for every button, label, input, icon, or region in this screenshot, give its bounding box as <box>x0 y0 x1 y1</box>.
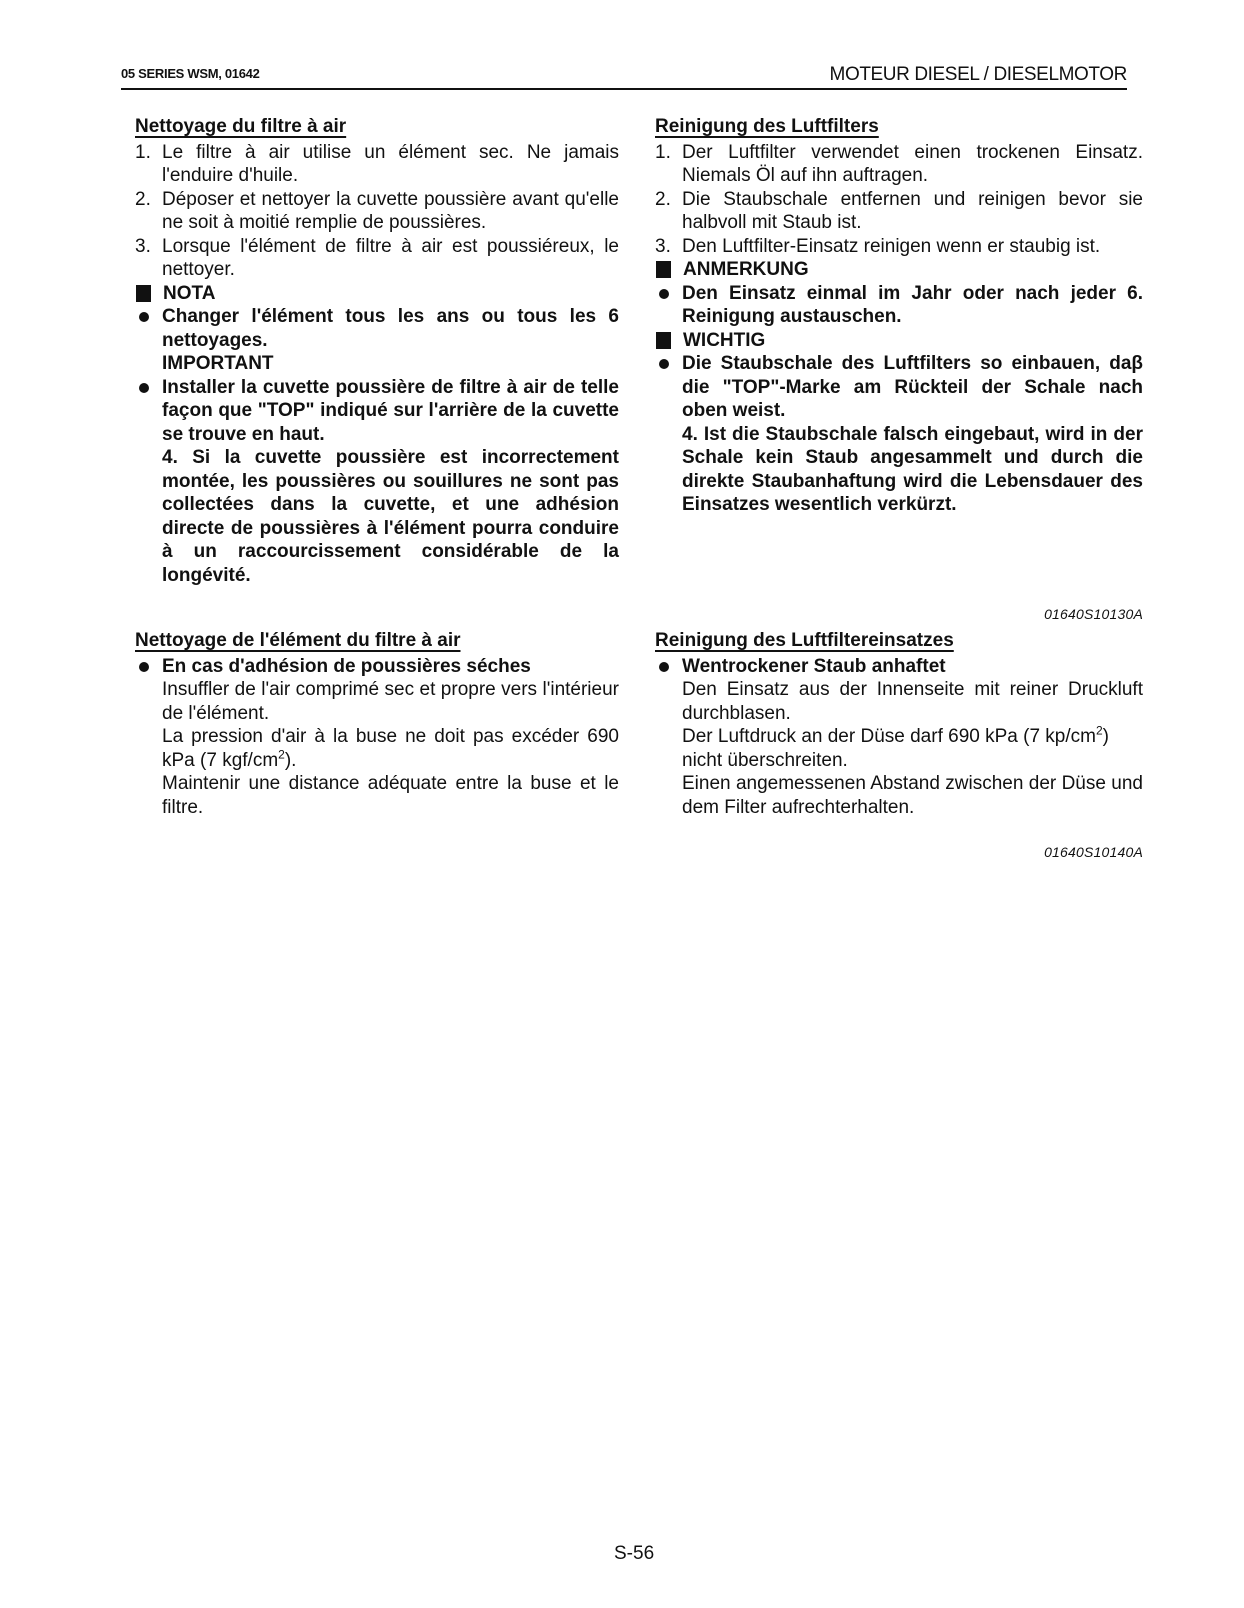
list-item: 3. Lorsque l'élément de filtre à air est poussiéreux, le nettoyer. <box>135 235 619 280</box>
de-section-title: Reinigung des Luftfiltereinsatzes <box>655 630 954 651</box>
de-important-bullet: Die Staubschale des Luftfilters so einbauen, daβ die "TOP"-Marke am Rückteil der Schale nach oben weist. <box>655 352 1143 423</box>
bullet-icon <box>659 662 669 672</box>
de-condition-bullet: Wentrockener Staub anhaftet <box>655 655 1143 679</box>
square-marker-icon <box>136 285 151 302</box>
de-important-heading: WICHTIG <box>655 329 1143 353</box>
de-note-heading: ANMERKUNG <box>655 258 1143 282</box>
bullet-icon <box>659 289 669 299</box>
list-item: 2. Die Staubschale entfernen und reinigen bevor sie halbvoll mit Staub ist. <box>655 188 1143 233</box>
list-item: 1. Der Luftfilter verwendet einen trockenen Einsatz. Niemals Öl auf ihn auftragen. <box>655 141 1143 186</box>
fr-note-bullet: Changer l'élément tous les ans ou tous les 6 nettoyages. <box>135 305 619 352</box>
fr-condition-bullet: En cas d'adhésion de poussières séches <box>135 655 619 679</box>
bullet-icon <box>139 383 149 393</box>
de-paragraph: Den Einsatz aus der Innenseite mit reiner Druckluft durchblasen. <box>682 679 1143 724</box>
de-paragraph-pressure: Der Luftdruck an der Düse darf 690 kPa (7 $kp/cm^2$) nicht überschreiten. <box>682 723 1109 771</box>
fr-paragraph: Maintenir une distance adéquate entre la buse et le filtre. <box>162 773 619 818</box>
de-important-detail: 4. Ist die Staubschale falsch eingebaut, wird in der Schale kein Staub angesammelt und durch die direkte Staubanhaftung wird die Lebensdauer des Einsatzes wesentlich verkürzt. <box>682 423 1143 515</box>
de-note-bullet: Den Einsatz einmal im Jahr oder nach jeder 6. Reinigung austauschen. <box>655 282 1143 329</box>
header-series-code: 05 SERIES WSM, 01642 <box>121 66 260 81</box>
list-item: 1. Le filtre à air utilise un élément sec. Ne jamais l'enduire d'huile. <box>135 141 619 186</box>
de-section-element-cleaning <box>655 629 1143 860</box>
fr-note-heading: NOTA <box>135 282 619 306</box>
de-section-air-filter <box>655 115 1143 622</box>
fr-paragraph-pressure: La pression d'air à la buse ne doit pas excéder 690 kPa (7 kgf/$cm^2$). <box>162 726 619 771</box>
list-item: 2. Déposer et nettoyer la cuvette poussière avant qu'elle ne soit à moitié remplie de poussières. <box>135 188 619 233</box>
de-section-title: Reinigung des Luftfilters <box>655 116 879 137</box>
fr-section-title: Nettoyage du filtre à air <box>135 116 347 137</box>
fr-section-element-cleaning <box>135 629 619 819</box>
reference-code: 01640S10130A <box>1044 606 1143 622</box>
bullet-icon <box>139 662 149 672</box>
fr-important-bullet: Installer la cuvette poussière de filtre à air de telle façon que "TOP" indiqué sur l'arrière de la cuvette se trouve en haut. <box>135 376 619 447</box>
square-marker-icon <box>656 332 671 349</box>
bullet-icon <box>139 312 149 322</box>
header-rule <box>121 88 1127 90</box>
reference-code: 01640S10140A <box>1044 844 1143 860</box>
fr-section-air-filter <box>135 115 619 587</box>
fr-paragraph: Insuffler de l'air comprimé sec et propre vers l'intérieur de l'élément. <box>162 679 619 724</box>
de-paragraph: Einen angemessenen Abstand zwischen der Düse und dem Filter aufrechterhalten. <box>682 773 1143 818</box>
fr-section-title: Nettoyage de l'élément du filtre à air <box>135 630 461 651</box>
list-item: 3. Den Luftfilter-Einsatz reinigen wenn er staubig ist. <box>655 235 1101 257</box>
bullet-icon <box>659 359 669 369</box>
page-number: S-56 <box>614 1543 655 1564</box>
fr-important-detail: 4. Si la cuvette poussière est incorrectement montée, les poussières ou souillures ne sont pas collectées dans la cuvette, et une adhésion directe de poussières à l'élément pourra conduire à un raccourcissement considérable de la longévité. <box>162 447 619 586</box>
square-marker-icon <box>656 261 671 278</box>
fr-important-heading: IMPORTANT <box>162 353 274 374</box>
header-section-title: MOTEUR DIESEL / DIESELMOTOR <box>829 64 1127 85</box>
